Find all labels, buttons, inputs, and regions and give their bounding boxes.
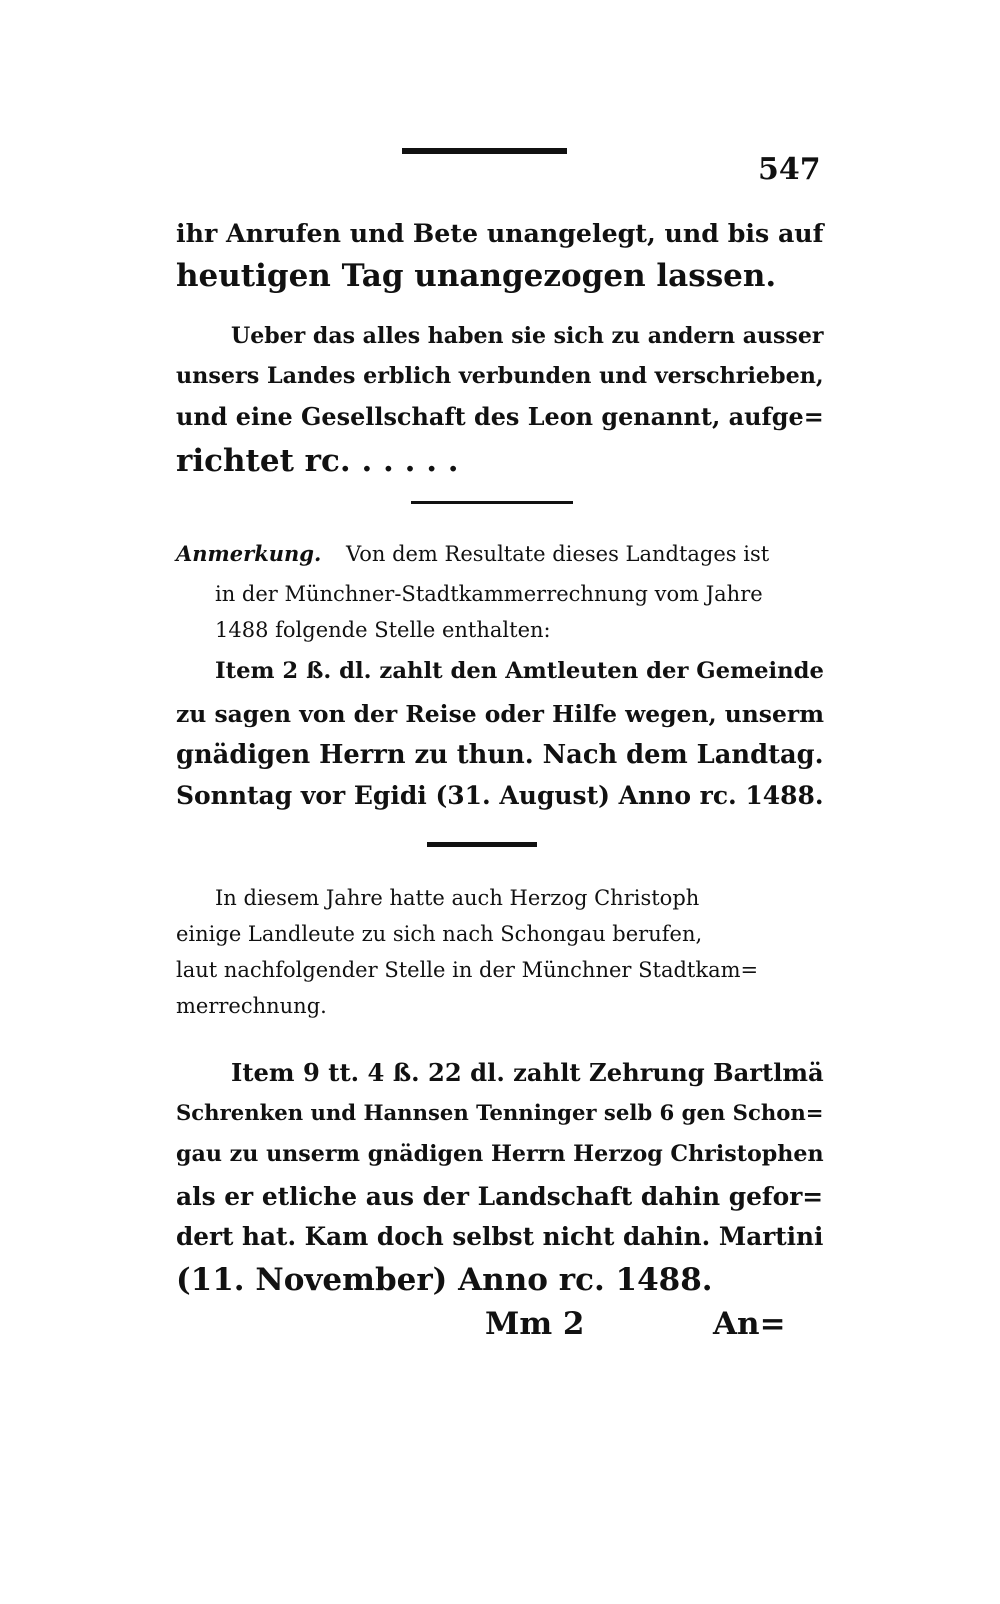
item-2-line-3: gau zu unserm gnädigen Herrn Herzog Christophen (176, 1141, 824, 1167)
item-1-line-4: Sonntag vor Egidi (31. August) Anno rc. 1488. (176, 781, 824, 810)
paragraph-3-line-1: In diesem Jahre hatte auch Herzog Christoph (215, 886, 700, 910)
separator-rule-2 (427, 842, 537, 847)
catchword: An= (713, 1306, 786, 1342)
paragraph-1-line-2: heutigen Tag unangezogen lassen. (176, 258, 777, 294)
note-line-3: 1488 folgende Stelle enthalten: (215, 618, 551, 642)
item-2-line-6: (11. November) Anno rc. 1488. (176, 1262, 713, 1298)
item-2-line-5: dert hat. Kam doch selbst nicht dahin. Martini (176, 1222, 824, 1251)
note-line-2: in der Münchner-Stadtkammerrechnung vom Jahre (215, 582, 763, 606)
separator-rule-1 (411, 501, 573, 504)
paragraph-2-line-1: Ueber das alles haben sie sich zu andern ausser (231, 323, 824, 349)
item-2-line-2: Schrenken und Hannsen Tenninger selb 6 gen Schon= (176, 1100, 824, 1125)
signature-mark: Mm 2 (485, 1306, 585, 1342)
paragraph-3-line-4: merrechnung. (176, 994, 327, 1018)
header-rule (402, 148, 567, 154)
paragraph-1-line-1: ihr Anrufen und Bete unangelegt, und bis auf (176, 218, 824, 248)
item-1-line-1: Item 2 ß. dl. zahlt den Amtleuten der Gemeinde (215, 658, 824, 684)
item-2-line-1: Item 9 tt. 4 ß. 22 dl. zahlt Zehrung Bartlmä (231, 1058, 824, 1087)
paragraph-2-line-4: richtet rc. . . . . . (176, 443, 459, 479)
note-first-line-text: Von dem Resultate dieses Landtages ist (345, 542, 770, 566)
item-1-line-3: gnädigen Herrn zu thun. Nach dem Landtag. (176, 740, 824, 770)
note-label: Anmerkung. (176, 541, 322, 566)
paragraph-2-line-2: unsers Landes erblich verbunden und verschrieben, (176, 363, 824, 389)
paragraph-2-line-3: und eine Gesellschaft des Leon genannt, aufge= (176, 403, 824, 431)
item-2-line-4: als er etliche aus der Landschaft dahin gefor= (176, 1182, 824, 1211)
paragraph-3-line-2: einige Landleute zu sich nach Schongau berufen, (176, 922, 703, 946)
paragraph-3-line-3: laut nachfolgender Stelle in der Münchner Stadtkam= (176, 958, 759, 982)
item-1-line-2: zu sagen von der Reise oder Hilfe wegen, unserm (176, 700, 824, 728)
note-line-1 (176, 541, 769, 566)
page-number: 547 (758, 152, 821, 187)
